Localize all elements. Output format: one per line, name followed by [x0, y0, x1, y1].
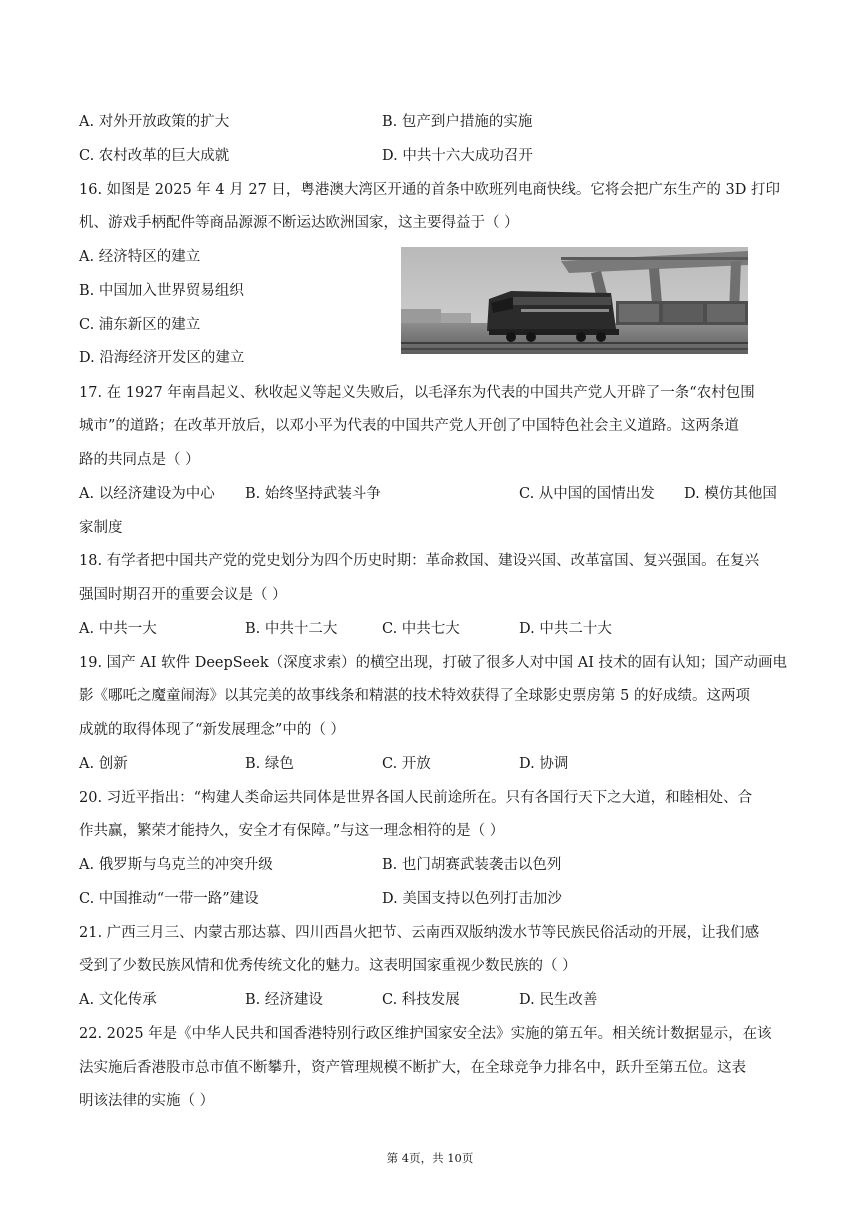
- page-number: 第 4页，共 10页: [386, 1151, 474, 1165]
- q18-stem-line-1: 18. 有学者把中国共产党的党史划分为四个历史时期：革命救国、建设兴国、改革富国、复兴强国。在复兴: [79, 553, 760, 569]
- q21-stem-line-1: 21. 广西三月三、内蒙古那达慕、四川西昌火把节、云南西双版纳泼水节等民族民俗活动的开展，让我们感: [79, 925, 760, 941]
- q18-option-a: A. 中共一大: [79, 621, 157, 637]
- q19-option-b: B. 绿色: [245, 756, 294, 772]
- q17-option-c: C. 从中国的国情出发: [519, 486, 655, 502]
- q22-stem-line-2: 法实施后香港股市总市值不断攀升，资产管理规模不断扩大，在全球竞争力排名中，跃升至第五位。这表: [79, 1060, 746, 1076]
- q17-option-d: D. 模仿其他国: [684, 486, 777, 502]
- q19-stem-line-2: 影《哪吒之魔童闹海》以其完美的故事线条和精湛的技术特效获得了全球影史票房第 5 的好成绩。这两项: [79, 688, 750, 704]
- q20-option-c: C. 中国推动“一带一路”建设: [79, 891, 259, 907]
- q15-option-d: D. 中共十六大成功召开: [382, 148, 533, 164]
- q20-stem-line-2: 作共赢，繁荣才能持久，安全才有保障。”与这一理念相符的是（ ）: [79, 823, 505, 839]
- q16-stem-line-1: 16. 如图是 2025 年 4 月 27 日，粤港澳大湾区开通的首条中欧班列电商快线。它将会把广东生产的 3D 打印: [79, 182, 780, 198]
- q20-option-a: A. 俄罗斯与乌克兰的冲突升级: [79, 857, 273, 873]
- train-photo: [401, 247, 748, 354]
- q19-option-a: A. 创新: [79, 756, 128, 772]
- q21-option-c: C. 科技发展: [382, 992, 460, 1008]
- q15-option-c: C. 农村改革的巨大成就: [79, 148, 230, 164]
- q16-option-a: A. 经济特区的建立: [79, 249, 201, 265]
- q15-option-a: A. 对外开放政策的扩大: [79, 114, 230, 130]
- q20-option-d: D. 美国支持以色列打击加沙: [382, 891, 562, 907]
- q21-option-d: D. 民生改善: [519, 992, 598, 1008]
- q16-option-b: B. 中国加入世界贸易组织: [79, 283, 244, 299]
- q17-stem-line-1: 17. 在 1927 年南昌起义、秋收起义等起义失败后，以毛泽东为代表的中国共产党人开辟了一条“农村包围: [79, 385, 755, 401]
- q17-option-a: A. 以经济建设为中心: [79, 486, 215, 502]
- q19-stem-line-3: 成就的取得体现了“新发展理念”中的（ ）: [79, 722, 345, 738]
- q20-stem-line-1: 20. 习近平指出：“构建人类命运共同体是世界各国人民前途所在。只有各国行天下之大道，和睦相处、合: [79, 790, 753, 806]
- q16-option-d: D. 沿海经济开发区的建立: [79, 350, 245, 366]
- q19-option-d: D. 协调: [519, 756, 569, 772]
- q21-option-b: B. 经济建设: [245, 992, 323, 1008]
- q15-option-b: B. 包产到户措施的实施: [382, 114, 533, 130]
- q18-option-d: D. 中共二十大: [519, 621, 612, 637]
- q16-stem-line-2: 机、游戏手柄配件等商品源源不断运达欧洲国家，这主要得益于（ ）: [79, 215, 519, 231]
- q19-stem-line-1: 19. 国产 AI 软件 DeepSeek（深度求索）的横空出现，打破了很多人对中国 AI 技术的固有认知；国产动画电: [79, 655, 788, 671]
- q16-option-c: C. 浦东新区的建立: [79, 317, 201, 333]
- q17-option-d-continued: 家制度: [79, 520, 123, 536]
- q21-option-a: A. 文化传承: [79, 992, 157, 1008]
- q19-option-c: C. 开放: [382, 756, 431, 772]
- q18-option-b: B. 中共十二大: [245, 621, 338, 637]
- q18-option-c: C. 中共七大: [382, 621, 460, 637]
- q18-stem-line-2: 强国时期召开的重要会议是（ ）: [79, 587, 287, 603]
- q20-option-b: B. 也门胡赛武装袭击以色列: [382, 857, 562, 873]
- q22-stem-line-1: 22. 2025 年是《中华人民共和国香港特别行政区维护国家安全法》实施的第五年。相关统计数据显示，在该: [79, 1026, 772, 1042]
- q17-option-b: B. 始终坚持武装斗争: [245, 486, 381, 502]
- q22-stem-line-3: 明该法律的实施（ ）: [79, 1093, 215, 1109]
- q21-stem-line-2: 受到了少数民族风情和优秀传统文化的魅力。这表明国家重视少数民族的（ ）: [79, 958, 577, 974]
- q17-stem-line-3: 路的共同点是（ ）: [79, 452, 200, 468]
- q17-stem-line-2: 城市”的道路；在改革开放后，以邓小平为代表的中国共产党人开创了中国特色社会主义道路。这两条道: [79, 418, 739, 434]
